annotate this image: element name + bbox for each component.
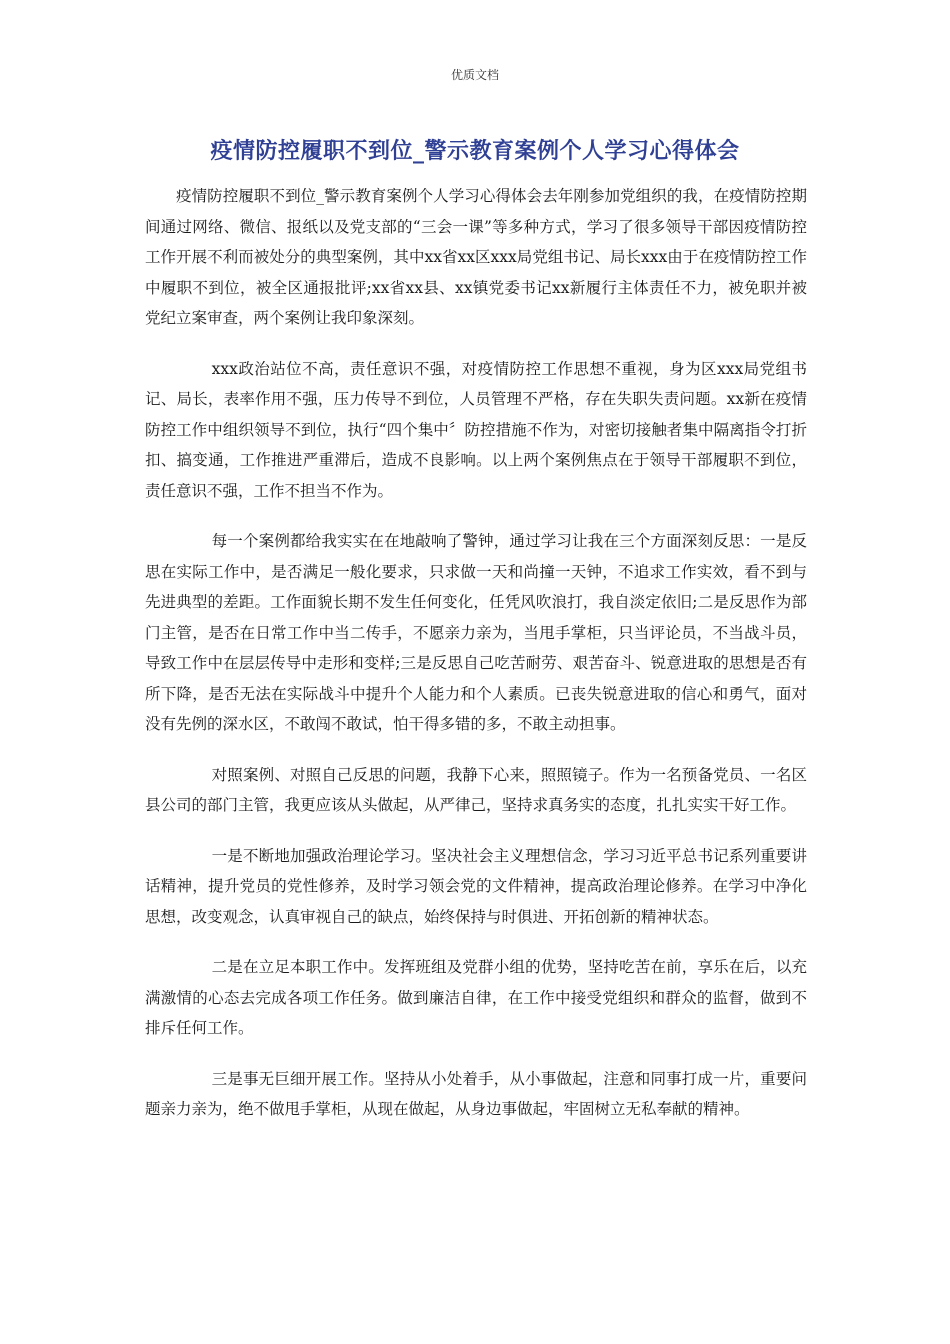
paragraph: 二是在立足本职工作中。发挥班组及党群小组的优势，坚持吃苦在前，享乐在后，以充满激情的心态去完成各项工作任务。做到廉洁自律，在工作中接受党组织和群众的监督，做到不排斥任何工作。 (145, 958, 807, 1037)
paragraph: 疫情防控履职不到位_警示教育案例个人学习心得体会去年刚参加党组织的我，在疫情防控期间通过网络、微信、报纸以及党支部的“三会一课”等多种方式，学习了很多领导干部因疫情防控工作开展不利而被处分的典型案例，其中xx省xx区xxx局党组书记、局长xxx由于在疫情防控工作中履职不到位，被全区通报批评;xx省xx县、xx镇党委书记xx新履行主体责任不力，被免职并被党纪立案审查，两个案例让我印象深刻。 (145, 187, 807, 327)
paragraph: 对照案例、对照自己反思的问题，我静下心来，照照镜子。作为一名预备党员、一名区县公司的部门主管，我更应该从头做起，从严律己，坚持求真务实的态度，扎扎实实干好工作。 (145, 765, 807, 814)
paragraph: xxx政治站位不高，责任意识不强，对疫情防控工作思想不重视，身为区xxx局党组书记、局长，表率作用不强，压力传导不到位，人员管理不严格，存在失职失责问题。xx新在疫情防控工作中组织领导不到位，执行“四个集中〞防控措施不作为，对密切接触者集中隔离指令打折扣、搞变通，工作推进严重滞后，造成不良影响。以上两个案例焦点在于领导干部履职不到位，责任意识不强，工作不担当不作为。 (145, 359, 807, 500)
paragraph: 三是事无巨细开展工作。坚持从小处着手，从小事做起，注意和同事打成一片，重要问题亲力亲为，绝不做甩手掌柜，从现在做起，从身边事做起，牢固树立无私奉献的精神。 (145, 1069, 807, 1118)
paragraph: 一是不断地加强政治理论学习。坚决社会主义理想信念，学习习近平总书记系列重要讲话精神，提升党员的党性修养，及时学习领会党的文件精神，提高政治理论修养。在学习中净化思想，改变观念，认真审视自己的缺点，始终保持与时俱进、开拓创新的精神状态。 (145, 846, 807, 926)
paragraph: 每一个案例都给我实实在在地敲响了警钟，通过学习让我在三个方面深刻反思：一是反思在实际工作中，是否满足一般化要求，只求做一天和尚撞一天钟，不追求工作实效，看不到与先进典型的差距。工作面貌长期不发生任何变化，任凭风吹浪打，我自淡定依旧;二是反思作为部门主管，是否在日常工作中当二传手，不愿亲力亲为，当甩手掌柜，只当评论员，不当战斗员，导致工作中在层层传导中走形和变样;三是反思自己吃苦耐劳、艰苦奋斗、锐意进取的思想是否有所下降，是否无法在实际战斗中提升个人能力和个人素质。已丧失锐意进取的信心和勇气，面对没有先例的深水区，不敢闯不敢试，怕干得多错的多，不敢主动担事。 (145, 532, 807, 733)
document-body (145, 181, 807, 1145)
page-header: 优质文档 (450, 68, 499, 82)
document-title: 疫情防控履职不到位_警示教育案例个人学习心得体会 (210, 139, 740, 164)
